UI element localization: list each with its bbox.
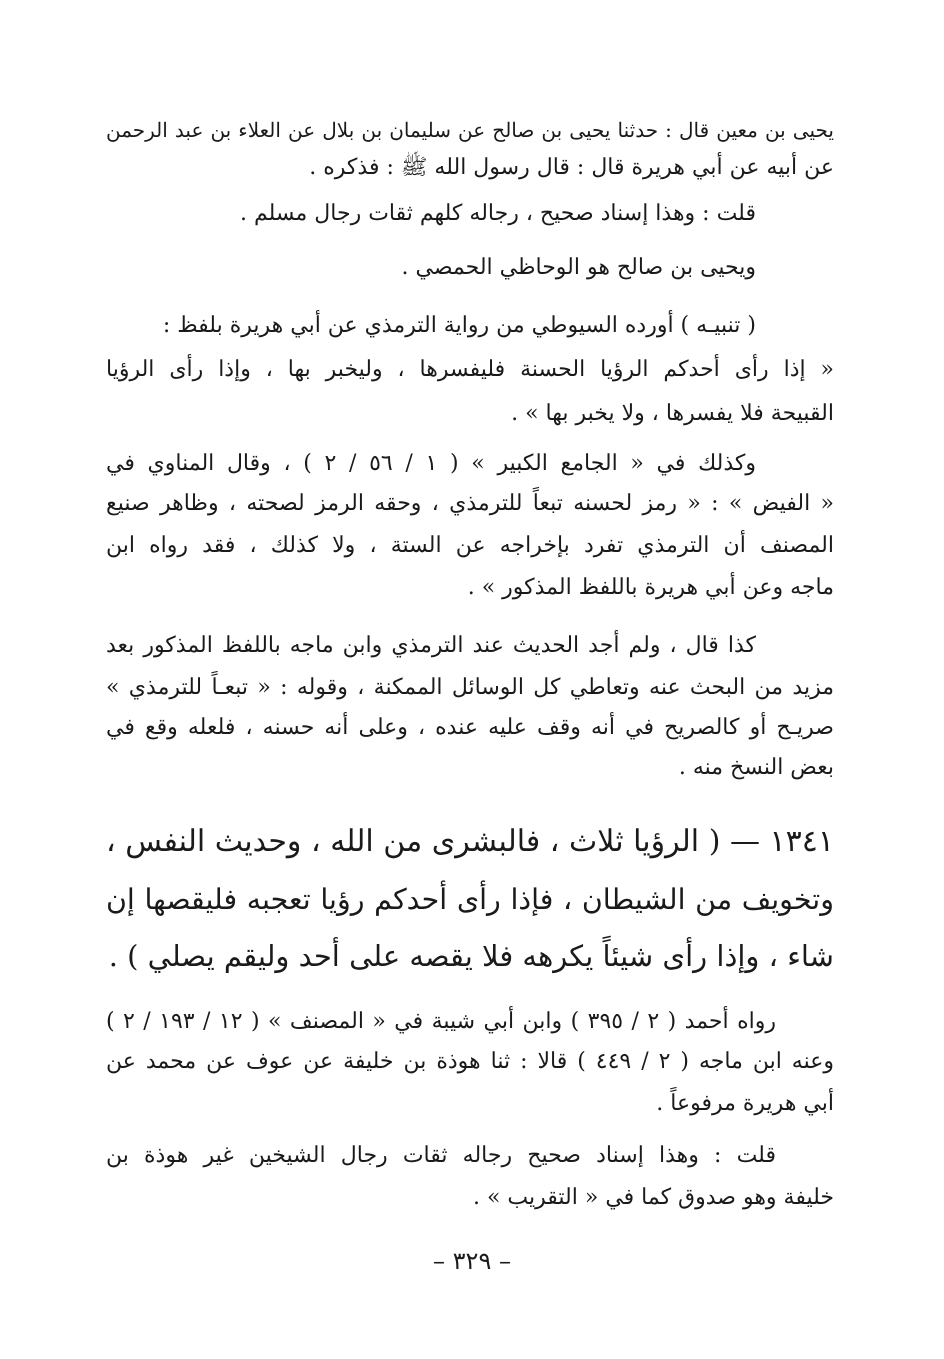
text-line: مزيد من البحث عنه وتعاطي كل الوسائل الممكنة ، وقوله : « تبعـاً للترمذي » bbox=[106, 675, 834, 700]
text-line: بعض النسخ منه . bbox=[678, 755, 834, 780]
text-line: خليفة وهو صدوق كما في « التقريب » . bbox=[472, 1185, 834, 1210]
text-line: قلت : وهذا إسناد صحيح ، رجاله كلهم ثقات رجال مسلم . bbox=[239, 201, 756, 226]
text-line: قلت : وهذا إسناد صحيح رجاله ثقات رجال الشيخين غير هوذة بن bbox=[106, 1143, 776, 1168]
text-line: القبيحة فلا يفسرها ، ولا يخبر بها » . bbox=[511, 401, 834, 426]
text-line: عن أبيه عن أبي هريرة قال : قال رسول الله ﷺ : فذكره . bbox=[309, 155, 834, 180]
hadith-line: وتخويف من الشيطان ، فإذا رأى أحدكم رؤيا تعجبه فليقصها إن bbox=[106, 883, 834, 916]
text-line: وعنه ابن ماجه ( ٢ / ٤٤٩ ) قالا : ثنا هوذة بن خليفة عن عوف عن محمد عن bbox=[106, 1049, 834, 1074]
text-line: « الفيض » : « رمز لحسنه تبعاً للترمذي ، وحقه الرمز لصحته ، وظاهر صنيع bbox=[106, 491, 834, 516]
hadith-line: ١٣٤١ — ( الرؤيا ثلاث ، فالبشرى من الله ، وحديث النفس ، bbox=[106, 824, 834, 859]
text-line: رواه أحمد ( ٢ / ٣٩٥ ) وابن أبي شيبة في « المصنف » ( ١٢ / ١٩٣ / ٢ ) bbox=[106, 1009, 776, 1034]
text-line: ماجه وعن أبي هريرة باللفظ المذكور » . bbox=[467, 575, 834, 600]
text-line: « إذا رأى أحدكم الرؤيا الحسنة فليفسرها ، وليخبر بها ، وإذا رأى الرؤيا bbox=[106, 357, 834, 382]
text-line: صريـح أو كالصريح في أنه وقف عليه عنده ، وعلى أنه حسنه ، فلعله وقع في bbox=[106, 715, 834, 740]
hadith-line: شاء ، وإذا رأى شيئاً يكرهه فلا يقصه على أحد وليقم يصلي ) . bbox=[108, 939, 834, 973]
page-number: – ٣٢٩ – bbox=[433, 1247, 511, 1275]
text-line: ويحيى بن صالح هو الوحاظي الحمصي . bbox=[401, 255, 756, 280]
text-line: ( تنبيـه ) أورده السيوطي من رواية الترمذي عن أبي هريرة بلفظ : bbox=[162, 313, 756, 338]
text-line: المصنف أن الترمذي تفرد بإخراجه عن الستة ، ولا كذلك ، فقد رواه ابن bbox=[106, 533, 834, 558]
text-line: يحيى بن معين قال : حدثنا يحيى بن صالح عن سليمان بن بلال عن العلاء بن عبد الرحمن bbox=[106, 118, 834, 142]
text-line: كذا قال ، ولم أجد الحديث عند الترمذي وابن ماجه باللفظ المذكور بعد bbox=[106, 633, 756, 658]
text-line: وكذلك في « الجامع الكبير » ( ١ / ٥٦ / ٢ ) ، وقال المناوي في bbox=[106, 451, 756, 476]
text-line: أبي هريرة مرفوعاً . bbox=[656, 1091, 834, 1116]
